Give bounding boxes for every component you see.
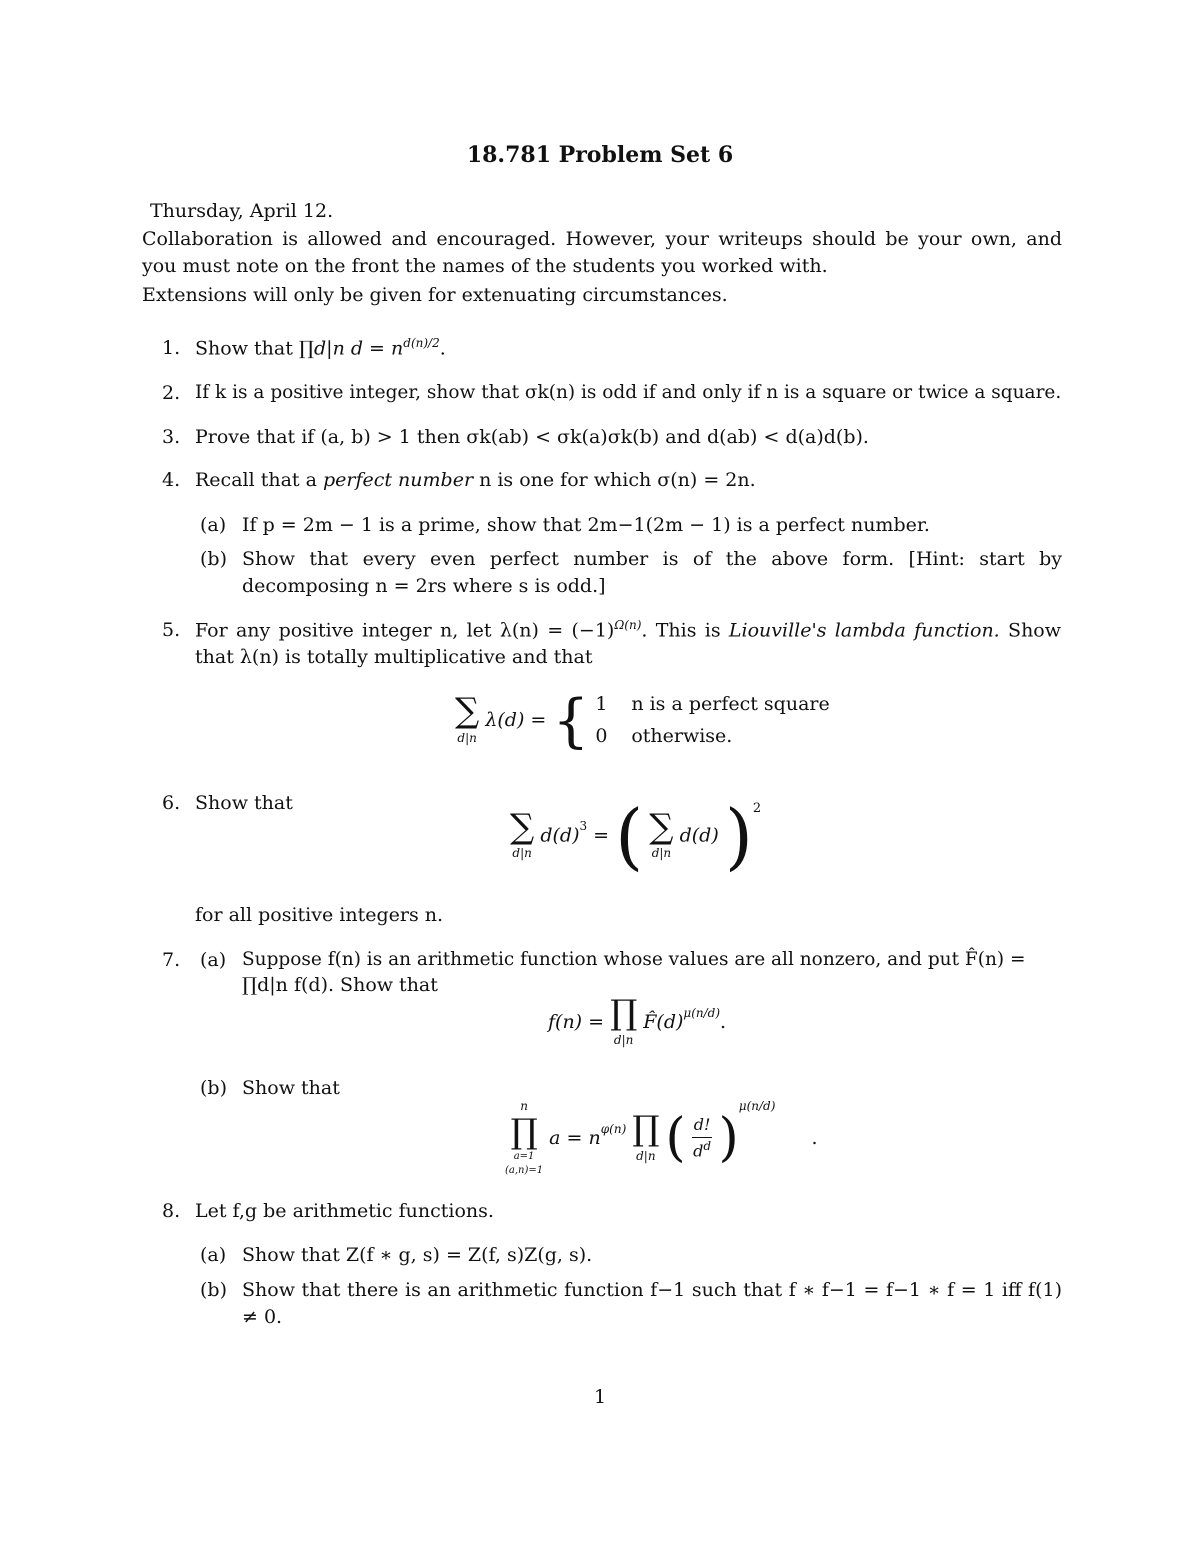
trailing-period: . bbox=[720, 1010, 727, 1033]
product-symbol: ∏ bbox=[510, 1111, 538, 1152]
math-mid: a = n bbox=[549, 1126, 601, 1149]
product-index: d|n bbox=[636, 1148, 656, 1163]
problem-number: 8. bbox=[162, 1200, 181, 1222]
product-symbol: ∏ bbox=[632, 1109, 660, 1149]
problem-text: Let f,g be arithmetic functions. bbox=[195, 1200, 494, 1222]
fraction-numerator: d! bbox=[692, 1114, 713, 1137]
collaboration-paragraph: Collaboration is allowed and encouraged. However, your writeups should be your own, and you must note on the front the names of the students you worked with. bbox=[142, 228, 1062, 277]
product-symbol: ∏ bbox=[610, 993, 638, 1033]
fraction-denominator-superscript: d bbox=[703, 1138, 712, 1153]
part-label: (a) bbox=[200, 514, 227, 536]
math-rhs: F̂(d) bbox=[643, 1010, 684, 1033]
left-paren: ( bbox=[615, 794, 644, 878]
problem-number: 5. bbox=[162, 619, 181, 641]
part-text: If p = 2m − 1 is a prime, show that 2m−1(2m − 1) is a perfect number. bbox=[242, 514, 930, 536]
math-superscript: 3 bbox=[579, 818, 588, 833]
math-lhs: d(d) bbox=[540, 824, 580, 847]
display-equation bbox=[455, 688, 830, 753]
product-condition: (a,n)=1 bbox=[505, 1165, 544, 1177]
case-value: 0 bbox=[595, 725, 608, 748]
part-text: Suppose f(n) is an arithmetic function whose values are all nonzero, and put F̂(n) = bbox=[242, 949, 1026, 970]
sum-symbol: ∑ bbox=[455, 691, 480, 732]
part-label: (b) bbox=[200, 1279, 227, 1301]
case-condition: otherwise. bbox=[631, 725, 733, 748]
math-superscript: φ(n) bbox=[600, 1121, 627, 1136]
product-lower-limit: a=1 bbox=[513, 1151, 535, 1163]
part-label: (b) bbox=[200, 1077, 227, 1099]
page-number: 1 bbox=[593, 1386, 607, 1408]
problem-after-text: for all positive integers n. bbox=[195, 904, 444, 926]
part-text-continued: ∏d|n f(d). Show that bbox=[242, 974, 438, 996]
math-rhs: d(d) bbox=[679, 824, 719, 847]
page-title: 18.781 Problem Set 6 bbox=[466, 142, 734, 168]
math-lhs: λ(d) = bbox=[485, 709, 547, 731]
cases-brace: { bbox=[552, 686, 590, 755]
math-expression: ∏d|n d = n bbox=[298, 337, 404, 360]
extensions-paragraph: Extensions will only be given for extenuating circumstances. bbox=[142, 284, 728, 306]
problem-text: Show that bbox=[195, 792, 293, 814]
sum-index: d|n bbox=[512, 846, 532, 861]
right-paren: ) bbox=[724, 794, 753, 878]
sum-symbol: ∑ bbox=[649, 806, 674, 847]
part-text: Show that there is an arithmetic function f−1 such that f ∗ f−1 = f−1 ∗ f = 1 iff f(1) ≠ 0. bbox=[242, 1279, 1062, 1328]
display-equation bbox=[548, 993, 727, 1048]
fraction-denominator: d bbox=[693, 1140, 704, 1160]
problem-number: 3. bbox=[162, 426, 181, 448]
term-liouville: Liouville's lambda function. bbox=[728, 619, 1000, 642]
case-condition: n is a perfect square bbox=[631, 693, 830, 715]
math-lhs: f(n) = bbox=[548, 1010, 605, 1033]
part-text: Show that bbox=[242, 1077, 340, 1099]
equals-sign: = bbox=[593, 824, 610, 847]
outer-superscript: 2 bbox=[752, 801, 762, 816]
part-label: (a) bbox=[200, 1244, 227, 1266]
problem-text-after: n is one for which σ(n) = 2n. bbox=[479, 469, 756, 491]
problem-text-after: Show that λ(n) is totally multiplicative and that bbox=[195, 619, 1062, 668]
product-upper-limit: n bbox=[520, 1099, 528, 1113]
math-superscript: Ω(n) bbox=[614, 618, 642, 632]
display-equation bbox=[505, 1098, 817, 1178]
trailing-period: . bbox=[811, 1126, 818, 1149]
problem-number: 1. bbox=[162, 337, 181, 359]
term-perfect-number: perfect number bbox=[322, 469, 474, 491]
math-superscript: d(n)/2 bbox=[403, 336, 440, 350]
part-text: Show that Z(f ∗ g, s) = Z(f, s)Z(g, s). bbox=[242, 1244, 593, 1266]
math-superscript: μ(n/d) bbox=[683, 1005, 721, 1020]
left-paren: ( bbox=[665, 1108, 686, 1169]
part-label: (b) bbox=[200, 548, 227, 570]
outer-superscript: μ(n/d) bbox=[738, 1099, 776, 1113]
sum-index: d|n bbox=[457, 730, 477, 745]
problem-text: Prove that if (a, b) > 1 then σk(ab) < σk(a)σk(b) and d(ab) < d(a)d(b). bbox=[195, 426, 869, 448]
case-value: 1 bbox=[595, 693, 608, 715]
problem-text-before: For any positive integer n, let λ(n) = (−1) bbox=[195, 619, 615, 642]
right-paren: ) bbox=[718, 1108, 739, 1169]
date-line: Thursday, April 12. bbox=[150, 200, 334, 222]
problem-text: If k is a positive integer, show that σk(n) is odd if and only if n is a square or twice a square. bbox=[195, 382, 1062, 403]
sum-index: d|n bbox=[651, 846, 672, 861]
sum-symbol: ∑ bbox=[510, 806, 535, 847]
problem-text: Show that bbox=[195, 337, 293, 360]
problem-number: 6. bbox=[162, 792, 181, 814]
problem-text-mid: . This is bbox=[641, 619, 721, 642]
display-equation bbox=[510, 794, 762, 878]
part-text: Show that every even perfect number is of the above form. [Hint: start by decomposing n = 2rs where s is odd.] bbox=[242, 548, 1062, 597]
problem-number: 7. bbox=[162, 949, 181, 971]
product-index: d|n bbox=[613, 1032, 634, 1047]
part-label: (a) bbox=[200, 949, 227, 971]
problem-number: 4. bbox=[162, 469, 181, 491]
problem-text-before: Recall that a bbox=[195, 469, 317, 491]
trailing-period: . bbox=[439, 337, 446, 360]
problem-number: 2. bbox=[162, 382, 181, 404]
